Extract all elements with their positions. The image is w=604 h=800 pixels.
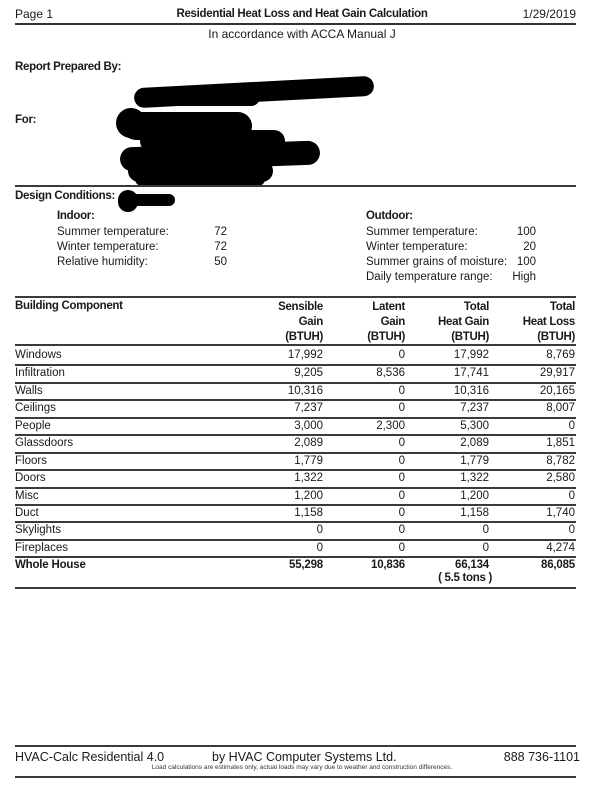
cell-latent: 2,300 [376,420,405,432]
col-header-latent-line2: Gain [380,316,405,328]
indoor-humidity-label: Relative humidity: [57,256,148,268]
design-conditions-label: Design Conditions: [15,190,116,202]
page-number: Page 1 [15,7,54,21]
cell-sensible: 0 [316,542,323,554]
cell-sensible: 1,200 [294,490,323,502]
col-header-sensible-line2: Gain [298,316,323,328]
cell-total-gain: 0 [482,524,489,536]
row-name: Doors [15,472,46,484]
outdoor-daily-range-label: Daily temperature range: [366,271,493,283]
table-row-ceilings [15,400,576,417]
cell-total-gain: 2,089 [460,437,489,449]
report-subtitle: In accordance with ACCA Manual J [208,27,396,41]
table-row-infiltration [15,365,576,382]
indoor-summer-temp [57,224,227,240]
cell-total-loss: 8,007 [546,402,575,414]
indoor-winter-temp-label: Winter temperature: [57,241,159,253]
cell-latent: 0 [398,542,405,554]
table-row-glassdoors [15,435,576,452]
cell-latent: 10,836 [371,559,405,571]
indoor-winter-temp-value: 72 [214,241,227,253]
table-row-people [15,418,576,435]
cell-total-loss: 4,274 [546,542,575,554]
cell-latent: 0 [398,507,405,519]
col-header-sensible [243,300,323,345]
outdoor-grains-moisture [366,254,536,270]
cell-sensible: 3,000 [294,420,323,432]
tons-value: ( 5.5 tons ) [438,572,492,584]
cell-total-loss: 0 [568,490,575,502]
indoor-winter-temp [57,239,227,255]
footer-phone: 888 736-1101 [503,750,580,764]
row-name: Walls [15,385,43,397]
footer-bottom-rule [15,776,576,778]
table-row-windows [15,347,576,364]
col-header-total-loss-line2: Heat Loss [522,316,575,328]
col-header-total-loss-line1: Total [549,301,575,313]
cell-sensible: 0 [316,524,323,536]
table-header-rule [15,344,576,346]
cell-total-gain: 10,316 [453,385,489,397]
row-name: Glassdoors [15,437,74,449]
cell-sensible: 17,992 [287,349,323,361]
col-header-latent-line1: Latent [372,301,405,313]
cell-sensible: 2,089 [294,437,323,449]
col-header-total-loss [495,300,575,345]
table-row-duct [15,505,576,522]
row-name: Fireplaces [15,542,69,554]
prepared-by-label: Report Prepared By: [15,61,122,73]
footer-company: by HVAC Computer Systems Ltd. [212,750,397,764]
for-label: For: [15,114,37,126]
cell-sensible: 10,316 [287,385,323,397]
cell-latent: 8,536 [376,367,405,379]
cell-total-gain: 5,300 [460,420,489,432]
col-header-total-gain [409,300,489,345]
cell-total-gain: 1,200 [460,490,489,502]
outdoor-daily-range-value: High [512,271,536,283]
cell-latent: 0 [398,385,405,397]
table-top-rule [15,296,576,298]
cell-total-gain: 1,158 [460,507,489,519]
row-name: Whole House [15,559,86,571]
cell-latent: 0 [398,402,405,414]
row-name: Floors [15,455,47,467]
cell-total-gain: 66,134 [455,559,489,571]
cell-total-loss: 8,782 [546,455,575,467]
cell-total-gain: 1,779 [460,455,489,467]
cell-sensible: 1,322 [294,472,323,484]
cell-total-loss: 2,580 [546,472,575,484]
indoor-heading: Indoor: [57,210,95,222]
cell-sensible: 1,158 [294,507,323,519]
cell-sensible: 7,237 [294,402,323,414]
cell-total-loss: 1,740 [546,507,575,519]
cell-total-gain: 17,741 [453,367,489,379]
footer-product: HVAC-Calc Residential 4.0 [15,750,165,764]
footer-disclaimer: Load calculations are estimates only, actual loads may vary due to weather and construction differences. [151,764,453,771]
outdoor-winter-temp-label: Winter temperature: [366,241,468,253]
table-row-skylights [15,522,576,539]
row-name: Infiltration [15,367,65,379]
table-bottom-rule [15,587,576,589]
row-name: Duct [15,507,39,519]
indoor-summer-temp-value: 72 [214,226,227,238]
cell-latent: 0 [398,490,405,502]
table-row-doors [15,470,576,487]
col-header-total-gain-line1: Total [463,301,489,313]
cell-latent: 0 [398,349,405,361]
cell-total-loss: 1,851 [546,437,575,449]
cell-total-gain: 1,322 [460,472,489,484]
col-header-sensible-line3: (BTUH) [285,331,323,343]
col-header-sensible-line1: Sensible [278,301,323,313]
report-title: Residential Heat Loss and Heat Gain Calculation [176,8,428,20]
col-header-total-gain-line2: Heat Gain [438,316,489,328]
outdoor-summer-temp-label: Summer temperature: [366,226,478,238]
outdoor-heading: Outdoor: [366,210,413,222]
cell-total-loss: 86,085 [541,559,575,571]
cell-total-loss: 29,917 [539,367,575,379]
row-name: Windows [15,349,62,361]
col-header-total-loss-line3: (BTUH) [537,331,575,343]
table-row-walls [15,383,576,400]
outdoor-daily-range [366,269,536,285]
cell-total-loss: 20,165 [539,385,575,397]
row-name: Misc [15,490,39,502]
cell-total-gain: 7,237 [460,402,489,414]
cell-total-loss: 8,769 [546,349,575,361]
col-header-latent-line3: (BTUH) [367,331,405,343]
header-divider [15,23,576,25]
cell-sensible: 9,205 [294,367,323,379]
cell-total-loss: 0 [568,524,575,536]
cell-latent: 0 [398,437,405,449]
outdoor-grains-moisture-label: Summer grains of moisture: [366,256,508,268]
indoor-summer-temp-label: Summer temperature: [57,226,169,238]
row-name: Ceilings [15,402,56,414]
cell-latent: 0 [398,524,405,536]
footer-top-rule [15,745,576,747]
cell-latent: 0 [398,472,405,484]
report-date: 1/29/2019 [522,7,576,21]
table-row-floors [15,453,576,470]
cell-sensible: 55,298 [289,559,323,571]
outdoor-grains-moisture-value: 100 [516,256,536,268]
cell-latent: 0 [398,455,405,467]
col-header-total-gain-line3: (BTUH) [451,331,489,343]
cell-total-gain: 0 [482,542,489,554]
cell-sensible: 1,779 [294,455,323,467]
row-name: People [15,420,51,432]
design-conditions-divider [15,185,576,187]
outdoor-winter-temp-value: 20 [523,241,536,253]
outdoor-summer-temp [366,224,536,240]
col-header-component: Building Component [15,300,123,312]
outdoor-summer-temp-value: 100 [516,226,536,238]
indoor-humidity [57,254,227,270]
outdoor-winter-temp [366,239,536,255]
indoor-humidity-value: 50 [214,256,227,268]
cell-total-loss: 0 [568,420,575,432]
cell-total-gain: 17,992 [453,349,489,361]
table-row-fireplaces [15,540,576,557]
table-row-misc [15,488,576,505]
row-name: Skylights [15,524,62,536]
col-header-latent [325,300,405,345]
